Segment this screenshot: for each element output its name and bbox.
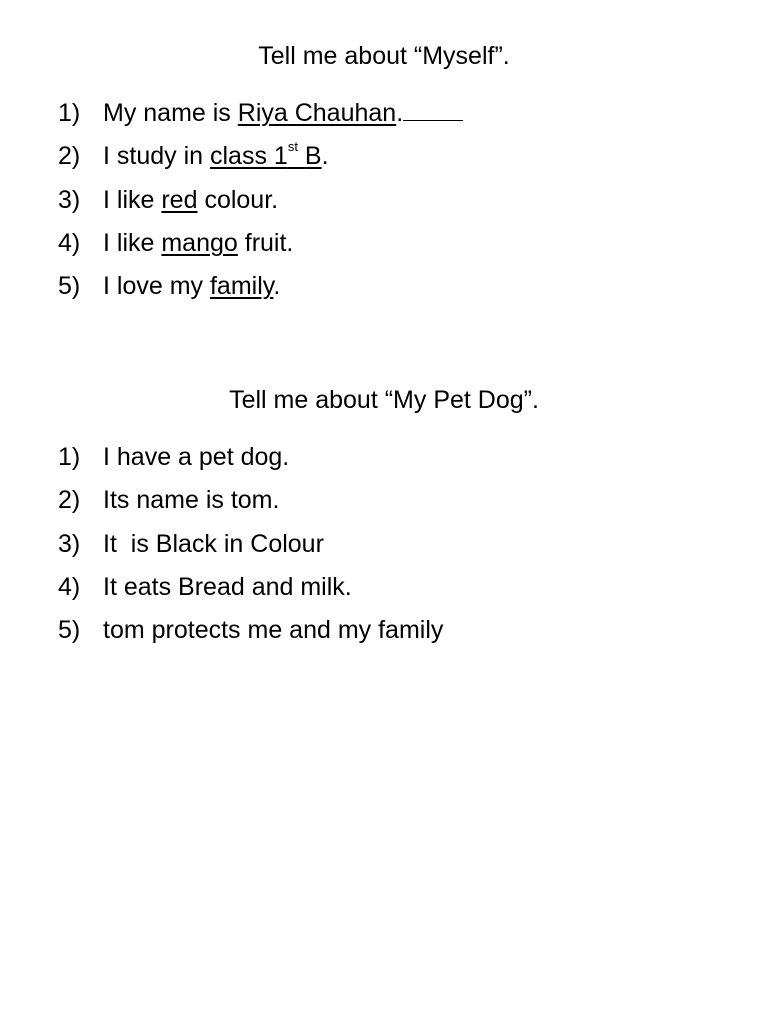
item-text: I have a pet dog. [103, 443, 290, 471]
list-item [58, 572, 352, 615]
item-number: 1) [58, 443, 81, 471]
list-item [58, 615, 444, 658]
item-text: tom protects me and my family [103, 616, 444, 645]
item-number: 2) [58, 142, 81, 171]
filled-answer: mango [161, 228, 238, 257]
item-text-plain: . [273, 272, 281, 301]
item-number: 5) [58, 616, 81, 645]
item-text-plain: I like [103, 228, 162, 257]
item-text: It eats Bread and milk. [103, 572, 352, 601]
item-text-plain: fruit. [237, 228, 294, 257]
item-text: It is Black in Colour [103, 529, 324, 558]
item-text-plain: . [321, 142, 329, 171]
myself-title: Tell me about “Myself”. [258, 42, 510, 70]
item-text-plain: I study in [103, 142, 210, 171]
item-text-plain: My name is [103, 99, 238, 127]
item-text [103, 185, 278, 215]
item-number: 2) [58, 486, 81, 515]
item-number: 3) [58, 185, 81, 214]
list-item [58, 485, 280, 528]
item-number: 4) [58, 572, 81, 601]
list-item [58, 529, 324, 572]
filled-answer: Riya Chauhan [237, 99, 397, 127]
item-text: Its name is tom. [103, 486, 280, 515]
section-answer: B [304, 142, 322, 171]
list-item [58, 271, 281, 314]
pet-dog-section [0, 385, 768, 415]
list-item [58, 138, 329, 184]
myself-section [0, 41, 768, 71]
filled-answer: family [209, 272, 274, 301]
list-item [58, 185, 279, 228]
item-number: 4) [58, 228, 81, 257]
pet-dog-list [58, 442, 444, 658]
item-text-plain: colour. [197, 185, 279, 214]
filled-answer [210, 138, 305, 171]
item-text-plain: I love my [103, 272, 210, 301]
item-text-plain: I like [103, 185, 162, 214]
item-text [103, 228, 293, 258]
class-answer: class 1 [210, 142, 288, 171]
item-number: 3) [58, 529, 81, 558]
answer-blank-line [403, 98, 463, 121]
item-text-plain: . [396, 99, 404, 127]
filled-answer: red [161, 185, 198, 214]
item-number: 1) [58, 99, 81, 127]
pet-dog-title: Tell me about “My Pet Dog”. [229, 386, 539, 414]
list-item [58, 98, 404, 141]
item-text [103, 138, 329, 171]
item-number: 5) [58, 272, 81, 301]
myself-list [58, 98, 404, 314]
item-text [103, 98, 463, 128]
list-item [58, 228, 294, 271]
list-item [58, 442, 290, 485]
ordinal-suffix: st [287, 138, 298, 154]
item-text [103, 271, 280, 301]
